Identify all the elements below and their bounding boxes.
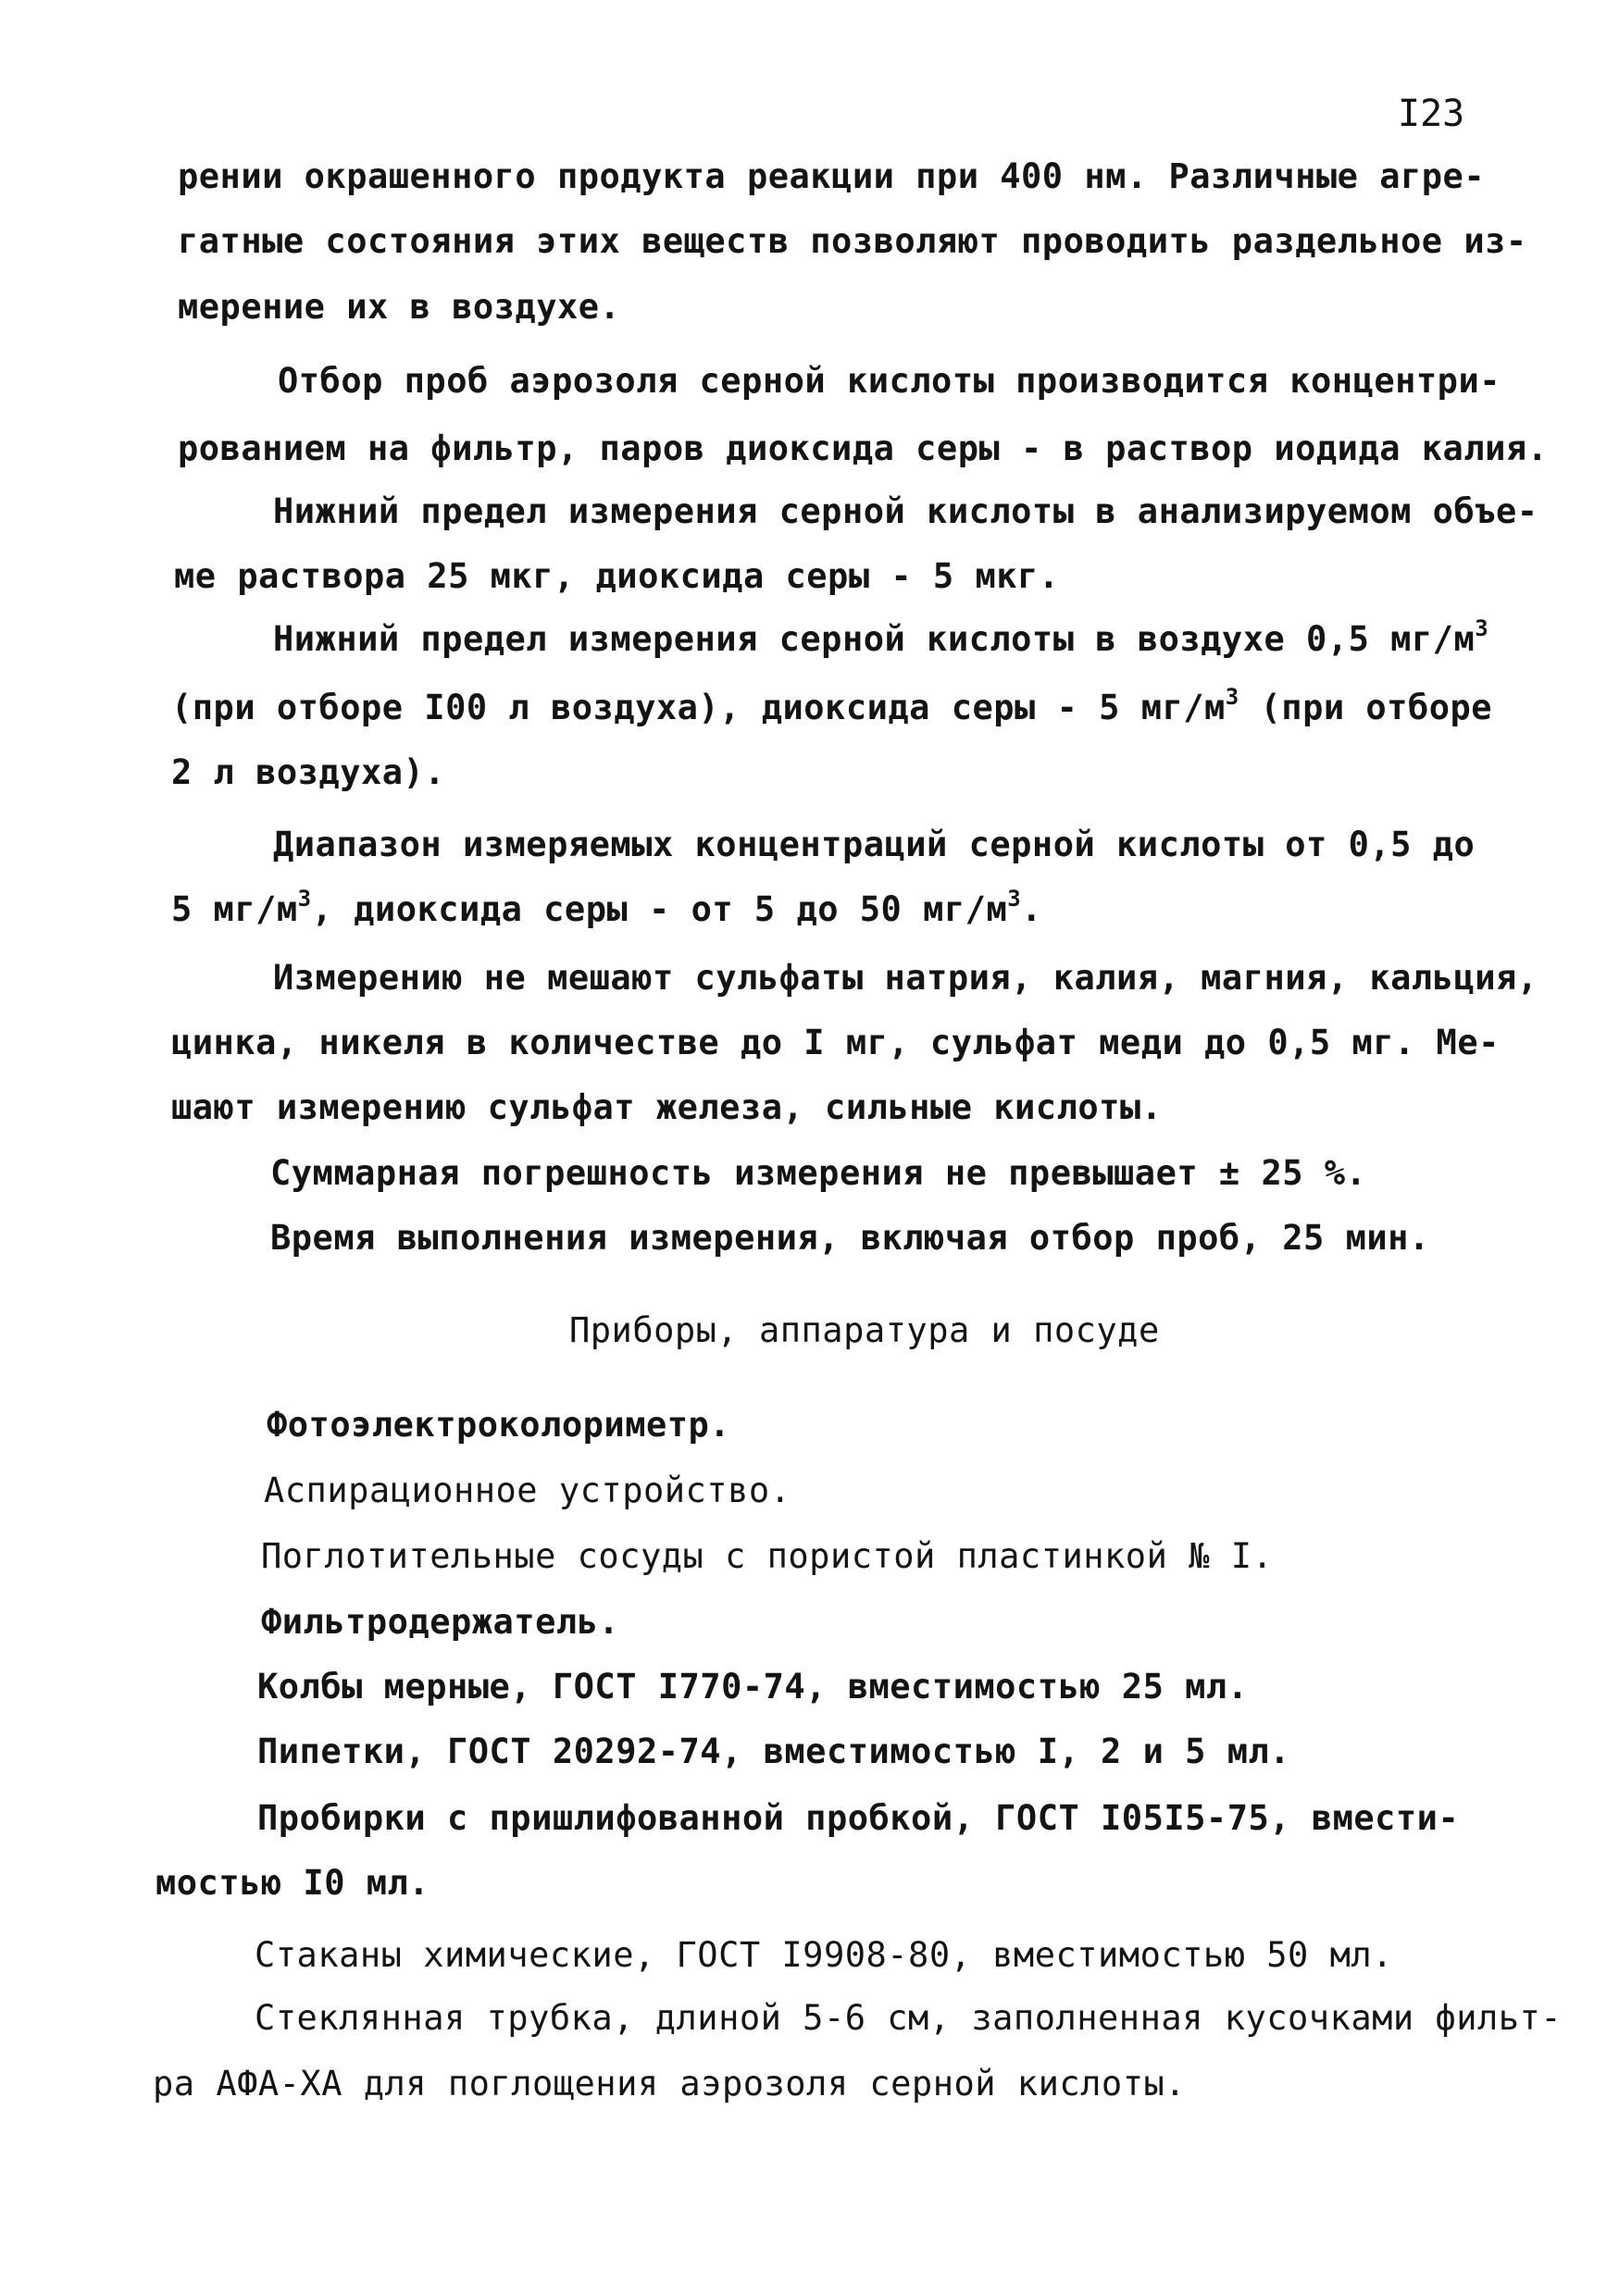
lower-limit-air-line-2 <box>171 684 1493 733</box>
lower-limit-volume-line-1: Нижний предел измерения серной кислоты в анализируемом объе- <box>273 491 1538 531</box>
range-line-2-c: . <box>1021 889 1042 929</box>
lower-limit-volume-line-2: ме раствора 25 мкг, диоксида серы - 5 мкг. <box>174 556 1060 596</box>
interference-line-1: Измерению не мешают сульфаты натрия, калия, магния, кальция, <box>273 958 1538 998</box>
section-title: Приборы, аппаратура и посуде <box>569 1310 1160 1350</box>
lower-limit-air-line-2-b: (при отборе <box>1239 688 1493 727</box>
equipment-item-9-line-1: Стеклянная трубка, длиной 5-6 см, заполненная кусочками фильт- <box>255 1998 1563 2038</box>
equipment-item-8: Стаканы химические, ГОСТ I9908-80, вместимостью 50 мл. <box>255 1935 1393 1975</box>
range-line-2 <box>171 888 1042 935</box>
lower-limit-air-line-3: 2 л воздуха). <box>171 752 446 792</box>
lower-limit-air-line-1 <box>273 615 1489 664</box>
equipment-item-2: Аспирационное устройство. <box>264 1471 791 1510</box>
sampling-line-2: рованием на фильтр, паров диоксида серы - в раствор иодида калия. <box>178 428 1549 468</box>
superscript-3: 3 <box>297 886 312 912</box>
intro-line-3: мерение их в воздухе. <box>178 287 621 327</box>
lower-limit-air-line-1-text: Нижний предел измерения серной кислоты в воздухе 0,5 мг/м <box>273 619 1476 659</box>
equipment-item-7-line-1: Пробирки с пришлифованной пробкой, ГОСТ I05I5-75, вмести- <box>257 1798 1460 1838</box>
interference-line-2: цинка, никеля в количестве до I мг, сульфат меди до 0,5 мг. Ме- <box>171 1023 1500 1062</box>
equipment-item-4: Фильтродержатель. <box>261 1602 620 1642</box>
superscript-3: 3 <box>1475 615 1489 641</box>
error-line: Суммарная погрешность измерения не превышает ± 25 %. <box>270 1153 1367 1193</box>
equipment-item-3: Поглотительные сосуды с пористой пластинкой № I. <box>261 1536 1274 1576</box>
interference-line-3: шают измерению сульфат железа, сильные кислоты. <box>171 1087 1163 1127</box>
superscript-3: 3 <box>1225 684 1239 710</box>
equipment-item-9-line-2: ра АФА-ХА для поглощения аэрозоля серной кислоты. <box>153 2064 1187 2104</box>
equipment-item-6: Пипетки, ГОСТ 20292-74, вместимостью I, 2 и 5 мл. <box>257 1731 1291 1771</box>
equipment-item-1: Фотоэлектроколориметр. <box>267 1405 731 1445</box>
equipment-item-5: Колбы мерные, ГОСТ I770-74, вместимостью 25 мл. <box>257 1667 1249 1706</box>
sampling-line-1: Отбор проб аэрозоля серной кислоты производится концентри- <box>278 361 1501 401</box>
range-line-2-b: , диоксида серы - от 5 до 50 мг/м <box>311 889 1008 929</box>
page-number: I23 <box>1398 93 1465 135</box>
intro-line-1: рении окрашенного продукта реакции при 400 нм. Различные агре- <box>178 156 1486 196</box>
range-line-2-a: 5 мг/м <box>171 889 298 929</box>
lower-limit-air-line-2-a: (при отборе I00 л воздуха), диоксида серы - 5 мг/м <box>171 688 1226 727</box>
range-line-1: Диапазон измеряемых концентраций серной кислоты от 0,5 до <box>273 825 1476 864</box>
time-line: Время выполнения измерения, включая отбор проб, 25 мин. <box>270 1218 1430 1258</box>
superscript-3: 3 <box>1007 886 1022 912</box>
intro-line-2: гатные состояния этих веществ позволяют проводить раздельное из- <box>178 221 1527 261</box>
equipment-item-7-line-2: мостью I0 мл. <box>156 1863 430 1903</box>
